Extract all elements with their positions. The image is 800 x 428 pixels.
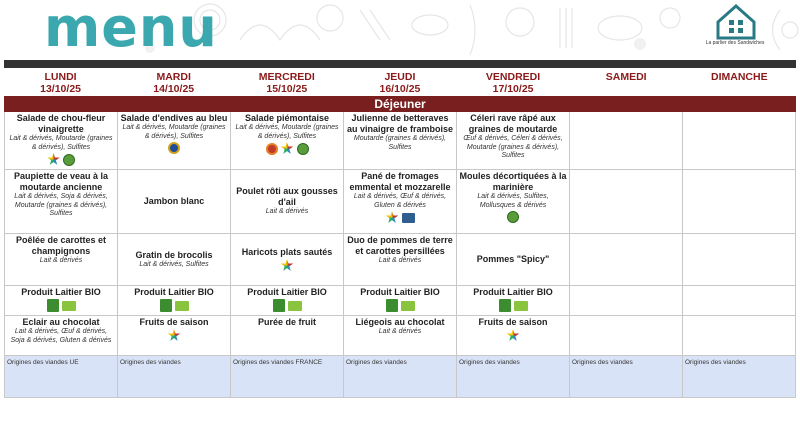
day-header-friday — [457, 70, 570, 96]
header-divider — [4, 60, 796, 68]
menu-cell — [118, 234, 231, 285]
dish-name: Produit Laitier BIO — [247, 287, 327, 297]
section-title: Déjeuner — [4, 96, 796, 112]
day-date: 16/10/25 — [379, 83, 421, 95]
menu-cell — [118, 112, 231, 169]
agriculture-bio-icon — [273, 299, 285, 312]
dish-name: Produit Laitier BIO — [21, 287, 101, 297]
day-name: SAMEDI — [605, 71, 647, 83]
allergen-list: Lait & dérivés, Œuf & dérivés, Gluten & dérivés — [353, 193, 447, 209]
dish-name: Produit Laitier BIO — [473, 287, 553, 297]
menu-cell — [231, 112, 344, 169]
allergen-list: Lait & dérivés, Moutarde (graines & dérivés), Sulfites — [122, 124, 226, 140]
allergen-list: Lait & dérivés, Moutarde (graines & dérivés), Sulfites — [9, 135, 113, 151]
meat-origin: Origines des viandes — [683, 356, 796, 397]
menu-cell — [231, 316, 344, 355]
dish-name: Moules décortiquées à la marinière — [459, 171, 567, 192]
menu-cell — [344, 286, 457, 315]
menu-cell — [683, 112, 796, 169]
dish-name: Produit Laitier BIO — [360, 287, 440, 297]
menu-cell — [344, 234, 457, 285]
menu-cell — [570, 316, 683, 355]
menu-cell — [683, 286, 796, 315]
day-date: 14/10/25 — [153, 83, 195, 95]
bleu-blanc-coeur-icon — [402, 213, 415, 223]
table-row — [5, 112, 796, 170]
day-name: DIMANCHE — [711, 71, 768, 83]
eu-organic-icon — [401, 301, 415, 311]
day-headers — [4, 70, 796, 96]
allergen-list: Moutarde (graines & dérivés), Sulfites — [353, 135, 447, 151]
dish-name: Julienne de betteraves au vinaigre de framboise — [346, 113, 454, 134]
dish-name: Eclair au chocolat — [22, 317, 100, 327]
allergen-list: Lait & dérivés — [39, 257, 83, 264]
menu-cell — [683, 316, 796, 355]
label-rouge-icon — [168, 142, 180, 154]
allergen-list: Lait & dérivés, Œuf & dérivés, Soja & dérivés, Gluten & dérivés — [10, 328, 112, 344]
menu-cell — [118, 170, 231, 233]
day-header-tuesday — [117, 70, 230, 96]
menu-cell — [683, 234, 796, 285]
dish-name: Salade de chou-fleur vinaigrette — [16, 113, 106, 134]
menu-cell — [570, 286, 683, 315]
menu-cell — [5, 170, 118, 233]
dish-name: Salade piémontaise — [244, 113, 330, 123]
allergen-list: Lait & dérivés — [265, 208, 309, 216]
menu-cell — [457, 234, 570, 285]
allergen-list: Lait & dérivés — [378, 257, 422, 264]
hve-label-icon — [507, 211, 519, 223]
dish-name: Purée de fruit — [257, 317, 316, 327]
menu-cell — [570, 170, 683, 233]
meat-origin: Origines des viandes — [344, 356, 457, 397]
day-date: 13/10/25 — [40, 83, 81, 95]
dish-name: Poêlée de carottes et champignons — [15, 235, 107, 256]
day-header-monday — [4, 70, 117, 96]
menu-cell — [344, 316, 457, 355]
hve-label-icon — [297, 143, 309, 155]
menu-cell — [5, 234, 118, 285]
table-row — [5, 356, 796, 398]
dish-name: Fruits de saison — [139, 317, 209, 327]
allergen-list: Lait & dérivés, Sulfites — [139, 260, 209, 268]
day-name: VENDREDI — [485, 71, 541, 83]
menu-cell — [5, 112, 118, 169]
menu-cell — [457, 170, 570, 233]
menu-cell — [5, 316, 118, 355]
meat-origin: Origines des viandes — [570, 356, 683, 397]
day-header-sunday — [683, 70, 796, 96]
dish-name: Haricots plats sautés — [241, 247, 333, 257]
dish-name: Céleri rave râpé aux graines de moutarde — [468, 113, 558, 134]
menu-cell — [5, 286, 118, 315]
header — [0, 0, 800, 60]
allergen-list: Lait & dérivés, Soja & dérivés, Moutarde (graines & dérivés), Sulfites — [14, 193, 108, 217]
day-name: JEUDI — [384, 71, 416, 83]
dish-name: Duo de pommes de terre et carottes persillées — [347, 235, 453, 256]
fait-maison-icon — [168, 329, 181, 342]
agriculture-bio-icon — [47, 299, 59, 312]
allergen-list: Lait & dérivés, Moutarde (graines & dérivés), Sulfites — [235, 124, 339, 140]
fait-maison-icon — [281, 259, 294, 272]
day-name: LUNDI — [44, 71, 77, 83]
dish-name: Pommes "Spicy" — [476, 254, 550, 264]
dish-name: Jambon blanc — [143, 196, 205, 206]
table-row — [5, 316, 796, 356]
meat-origin: Origines des viandes — [118, 356, 231, 397]
menu-cell — [570, 112, 683, 169]
eu-organic-icon — [514, 301, 528, 311]
dish-name: Paupiette de veau à la moutarde ancienne — [13, 171, 109, 192]
menu-grid — [4, 112, 796, 398]
allergen-list: Lait & dérivés — [378, 328, 422, 335]
hve-label-icon — [63, 154, 75, 166]
dish-name: Liégeois au chocolat — [355, 317, 445, 327]
dish-name: Poulet rôti aux gousses d'ail — [236, 186, 338, 208]
menu-cell — [457, 286, 570, 315]
table-row — [5, 234, 796, 286]
meat-origin: Origines des viandes FRANCE — [231, 356, 344, 397]
menu-cell — [231, 170, 344, 233]
dish-name: Pané de fromages emmental et mozzarelle — [349, 171, 451, 192]
menu-cell — [570, 234, 683, 285]
agriculture-bio-icon — [160, 299, 172, 312]
menu-cell — [231, 286, 344, 315]
day-header-wednesday — [230, 70, 343, 96]
meat-origin: Origines des viandes — [457, 356, 570, 397]
house-logo-icon — [712, 2, 760, 58]
allergen-list: Lait & dérivés, Sulfites, Mollusques & dérivés — [477, 193, 549, 209]
day-name: MARDI — [156, 71, 191, 83]
agriculture-bio-icon — [499, 299, 511, 312]
agriculture-bio-icon — [386, 299, 398, 312]
menu-cell — [231, 234, 344, 285]
dish-name: Fruits de saison — [478, 317, 548, 327]
eu-organic-icon — [62, 301, 76, 311]
aop-label-icon — [266, 143, 278, 155]
table-row — [5, 286, 796, 316]
menu-cell — [344, 112, 457, 169]
fait-maison-icon — [47, 153, 60, 166]
day-header-saturday — [570, 70, 683, 96]
day-date: 17/10/25 — [492, 83, 534, 95]
menu-cell — [118, 316, 231, 355]
table-row — [5, 170, 796, 234]
meat-origin: Origines des viandes UE — [5, 356, 118, 397]
dish-name: Salade d'endives au bleu — [120, 113, 228, 123]
menu-cell — [683, 170, 796, 233]
day-header-thursday — [343, 70, 456, 96]
menu-cell — [344, 170, 457, 233]
fait-maison-icon — [507, 329, 520, 342]
logo-caption: La parlier des Sandwiches — [705, 40, 765, 46]
eu-organic-icon — [288, 301, 302, 311]
page-title: menu — [44, 0, 218, 59]
menu-cell — [457, 316, 570, 355]
dish-name: Gratin de brocolis — [135, 249, 213, 260]
fait-maison-icon — [281, 142, 294, 155]
menu-cell — [118, 286, 231, 315]
fait-maison-icon — [386, 211, 399, 224]
eu-organic-icon — [175, 301, 189, 311]
dish-name: Produit Laitier BIO — [134, 287, 214, 297]
menu-cell — [457, 112, 570, 169]
day-date: 15/10/25 — [266, 83, 308, 95]
day-name: MERCREDI — [258, 71, 315, 83]
allergen-list: Œuf & dérivés, Céleri & dérivés, Moutarde (graines & dérivés), Sulfites — [463, 135, 563, 159]
